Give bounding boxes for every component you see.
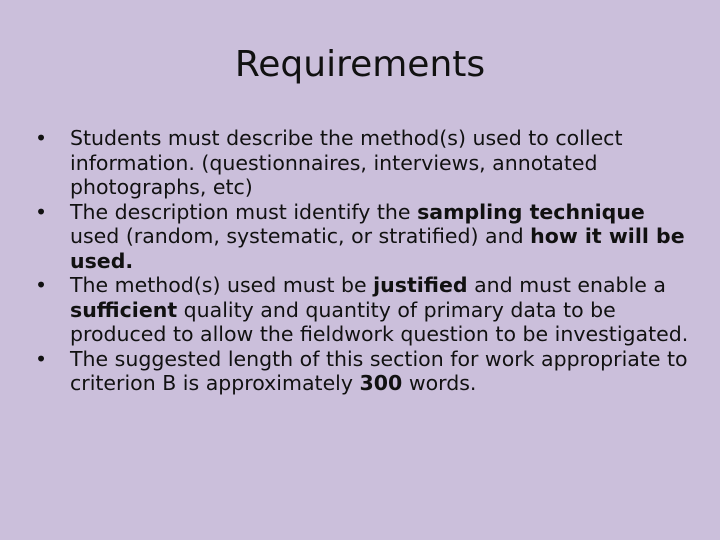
bullet-emphasis: 300 (359, 371, 403, 395)
bullet-icon: • (35, 346, 48, 371)
bullet-text: The method(s) used must be (70, 273, 374, 297)
bullet-text: used (random, systematic, or stratified) and (70, 224, 531, 248)
bullet-icon: • (35, 273, 48, 297)
bullet-icon: • (35, 126, 48, 150)
bullet-emphasis: sufficient (70, 297, 178, 322)
bullet-item-justified (30, 273, 690, 347)
bullet-emphasis: justified (373, 273, 468, 297)
bullet-text: and must enable a (467, 273, 666, 297)
bullet-text: Students must describe the method(s) used to collect information. (questionnaires, interviews, annotated photographs, etc) (70, 126, 623, 199)
bullet-emphasis: how it will be used. (70, 224, 685, 273)
bullet-list (30, 126, 690, 396)
bullet-item-method (30, 126, 690, 200)
bullet-text: words. (402, 371, 477, 395)
bullet-item-sampling (30, 200, 690, 274)
slide-title: Requirements (234, 44, 486, 85)
bullet-text: The description must identify the (70, 199, 418, 224)
bullet-text: quality and quantity of primary data to be produced to allow the fieldwork question to be investigated. (70, 297, 689, 346)
bullet-icon: • (35, 199, 48, 224)
bullet-item-length (30, 347, 690, 396)
bullet-text: The suggested length of this section for work appropriate to criterion B is approximately (70, 346, 688, 395)
bullet-emphasis: sampling technique (417, 199, 645, 224)
